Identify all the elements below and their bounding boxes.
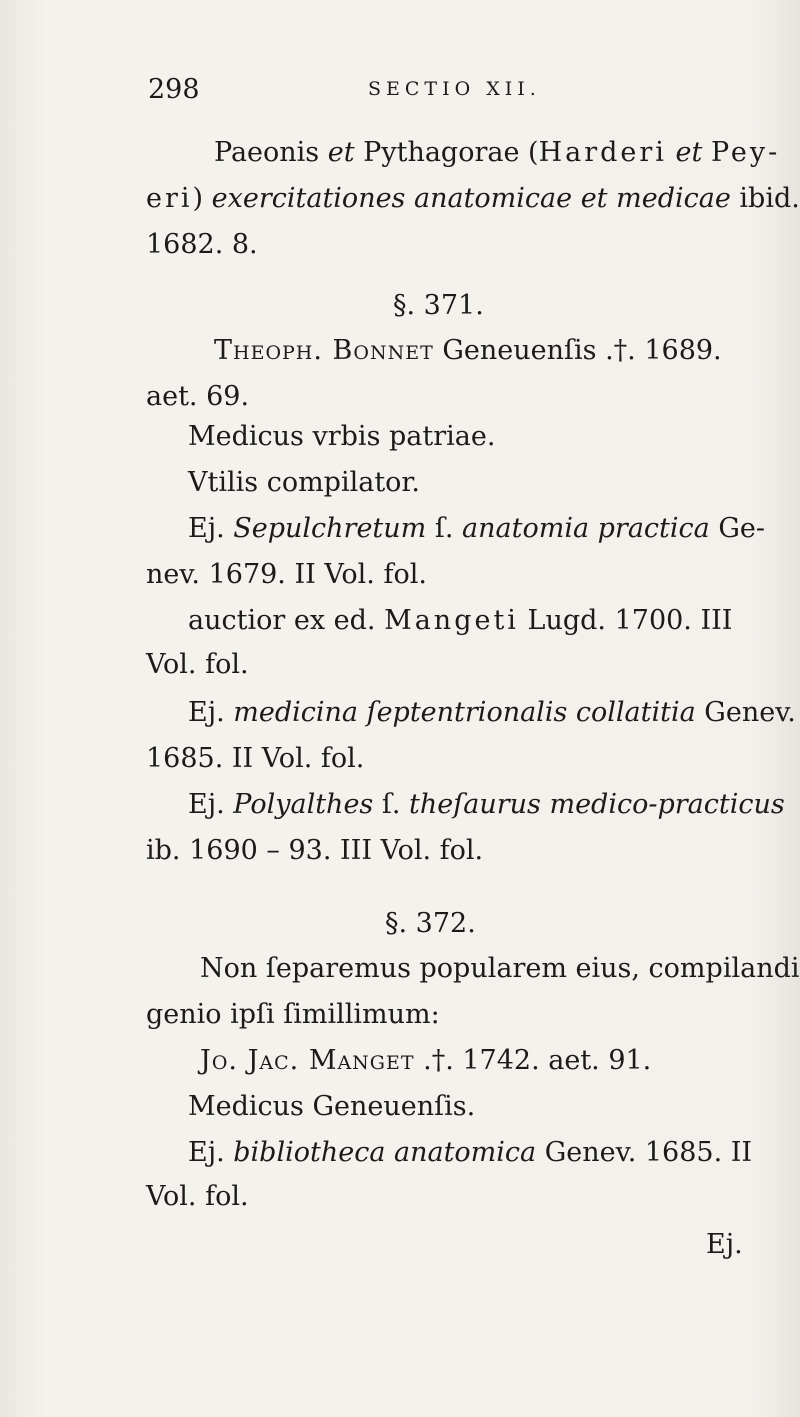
text-run: Sepulchretum (233, 513, 427, 544)
text-run: ) (192, 183, 212, 214)
text-run: medicina ſeptentrionalis collatitia (233, 697, 696, 728)
text-line: Medicus vrbis patriae. (188, 421, 496, 452)
text-line: Non ſeparemus popularem eius, compilandi (200, 953, 800, 984)
text-run: .†. 1742. aet. 91. (414, 1045, 652, 1076)
text-run: exercitationes anatomicae et medicae (211, 183, 731, 214)
text-line: genio ipſi ſimillimum: (146, 999, 440, 1030)
section-number: §. 371. (393, 290, 484, 321)
catchword: Ej. (706, 1229, 743, 1260)
text-run: auctior ex ed. (188, 605, 385, 636)
text-run: Mangeti (384, 605, 519, 636)
text-run: Genev. (695, 697, 796, 728)
text-run: Geneuenſis .†. 1689. (433, 335, 722, 366)
text-line: 1682. 8. (146, 229, 258, 260)
text-run: Ej. (188, 513, 234, 544)
text-line (188, 512, 765, 546)
author-name: Theoph. Bonnet (214, 335, 434, 366)
text-line (146, 182, 800, 216)
text-line: 1685. II Vol. fol. (146, 743, 365, 774)
text-run: Pey- (710, 137, 781, 168)
text-line: ib. 1690 – 93. III Vol. fol. (146, 835, 484, 866)
text-run: Pythagorae ( (354, 137, 539, 168)
text-run: anatomia practica (462, 513, 710, 544)
text-run: Genev. 1685. II (536, 1137, 753, 1168)
text-line: nev. 1679. II Vol. fol. (146, 559, 427, 590)
text-run: Ej. (188, 1137, 234, 1168)
text-line (188, 604, 732, 638)
text-run: Ej. (188, 789, 234, 820)
text-run: et (327, 137, 355, 168)
text-line: Vol. fol. (146, 649, 249, 680)
text-run: Harderi (538, 137, 667, 168)
text-run: Polyalthes (233, 789, 374, 820)
page-header (148, 74, 748, 114)
text-run: Ge- (709, 513, 766, 544)
text-run: eri (146, 183, 193, 214)
text-line (188, 696, 796, 730)
page-number: 298 (148, 74, 200, 105)
text-run: Lugd. 1700. III (518, 605, 733, 636)
author-name: Jo. Jac. Manget (200, 1045, 415, 1076)
text-line: Vol. fol. (146, 1181, 249, 1212)
text-run: ſ. (426, 513, 463, 544)
text-run: theſaurus medico-practicus (409, 789, 785, 820)
text-run: ſ. (373, 789, 410, 820)
text-run: et (666, 137, 711, 168)
text-run: bibliotheca anatomica (233, 1137, 537, 1168)
running-title: SECTIO XII. (368, 78, 541, 100)
text-line: Vtilis compilator. (188, 467, 420, 498)
text-line: Medicus Geneuenſis. (188, 1091, 476, 1122)
text-run: Paeonis (214, 137, 328, 168)
text-line (188, 788, 785, 822)
text-line (200, 1044, 651, 1078)
text-line: aet. 69. (146, 381, 250, 412)
text-run: Ej. (188, 697, 234, 728)
section-number: §. 372. (385, 908, 476, 939)
text-run: ibid. (730, 183, 800, 214)
text-line (188, 1136, 752, 1170)
text-line (214, 334, 722, 368)
text-line (214, 136, 780, 170)
